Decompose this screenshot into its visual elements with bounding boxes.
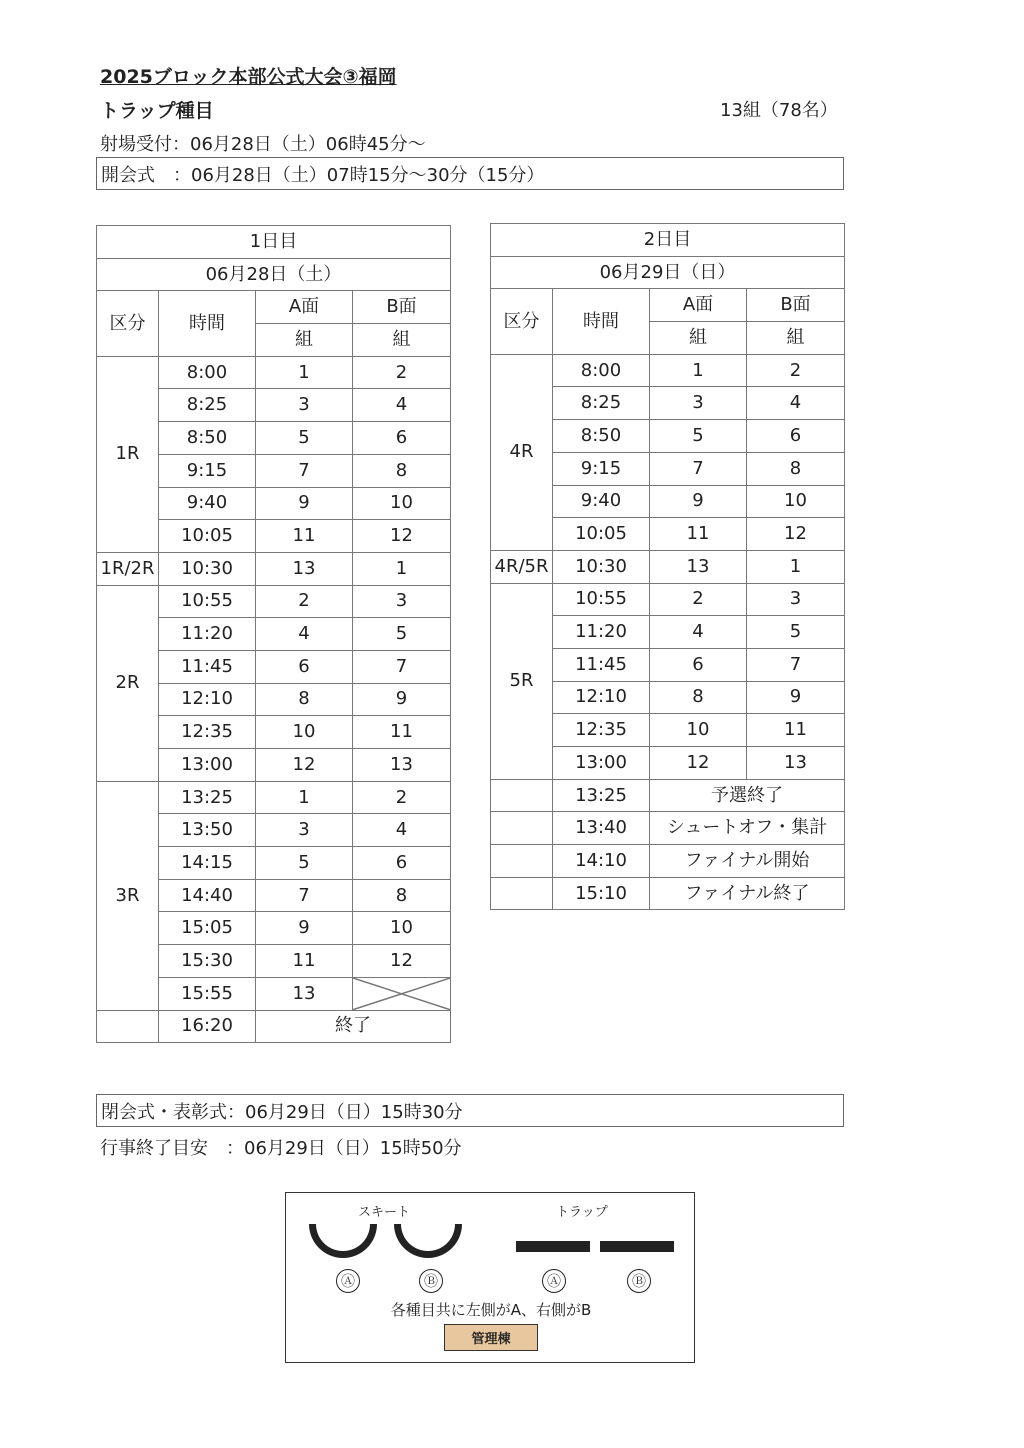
field-a-group-cell: 13 (256, 552, 353, 585)
time-cell: 8:25 (159, 389, 256, 422)
field-b-group-cell: 5 (747, 616, 845, 649)
time-cell: 10:05 (553, 518, 650, 551)
time-cell: 8:00 (553, 354, 650, 387)
field-a-group-cell: 9 (256, 912, 353, 945)
header-category: 区分 (491, 289, 553, 354)
field-b-group-cell: 6 (353, 422, 451, 455)
time-cell: 10:30 (553, 550, 650, 583)
empty-crossed-cell (353, 977, 451, 1010)
field-b-group-cell: 2 (353, 356, 451, 389)
trap-field-b-icon (600, 1241, 674, 1252)
header-field-b: B面 (353, 291, 451, 324)
field-a-group-cell: 13 (256, 977, 353, 1010)
category-cell (491, 812, 553, 845)
cross-mark-icon (353, 978, 450, 1010)
category-cell: 3R (97, 781, 159, 1010)
field-a-group-cell: 7 (650, 452, 747, 485)
time-cell: 8:25 (553, 387, 650, 420)
table-row (491, 354, 845, 387)
time-cell: 15:10 (553, 877, 650, 910)
header-group-b: 組 (747, 322, 845, 355)
time-cell: 15:05 (159, 912, 256, 945)
category-cell: 1R/2R (97, 552, 159, 585)
field-a-group-cell: 1 (256, 781, 353, 814)
skeet-field-b-icon (394, 1224, 462, 1258)
field-b-group-cell: 13 (353, 749, 451, 782)
field-b-group-cell: 8 (747, 452, 845, 485)
document-title: 2025ブロック本部公式大会③福岡 (100, 66, 397, 88)
header-field-a: A面 (650, 289, 747, 322)
event-note-cell: 終了 (256, 1010, 451, 1043)
field-b-group-cell: 10 (747, 485, 845, 518)
category-cell (491, 845, 553, 878)
field-a-group-cell: 9 (256, 487, 353, 520)
table-row (97, 1010, 451, 1043)
category-cell: 4R (491, 354, 553, 550)
time-cell: 12:10 (159, 683, 256, 716)
field-a-group-cell: 4 (650, 616, 747, 649)
field-b-group-cell: 11 (747, 714, 845, 747)
category-cell: 1R (97, 356, 159, 552)
field-a-group-cell: 3 (256, 814, 353, 847)
field-a-group-cell: 6 (650, 648, 747, 681)
table-row (97, 552, 451, 585)
category-cell (97, 1010, 159, 1043)
group-count: 13組（78名） (720, 100, 838, 121)
time-cell: 13:40 (553, 812, 650, 845)
table-row (491, 812, 845, 845)
skeet-a-mark: Ⓐ (336, 1269, 360, 1293)
reception-time: 射場受付：06月28日（土）06時45分～ (100, 134, 426, 155)
event-note-cell: ファイナル終了 (650, 877, 845, 910)
range-layout-legend (285, 1192, 695, 1363)
field-a-group-cell: 11 (650, 518, 747, 551)
opening-ceremony: 開会式 ：06月28日（土）07時15分～30分（15分） (96, 157, 844, 190)
trap-b-mark: Ⓑ (627, 1269, 651, 1293)
header-group-a: 組 (256, 324, 353, 357)
time-cell: 13:50 (159, 814, 256, 847)
time-cell: 14:40 (159, 879, 256, 912)
header-field-a: A面 (256, 291, 353, 324)
time-cell: 9:40 (159, 487, 256, 520)
skeet-label: スキート (358, 1205, 411, 1220)
time-cell: 10:55 (553, 583, 650, 616)
time-cell: 13:00 (159, 749, 256, 782)
header-field-b: B面 (747, 289, 845, 322)
table-row (491, 877, 845, 910)
field-a-group-cell: 2 (650, 583, 747, 616)
time-cell: 13:25 (553, 779, 650, 812)
time-cell: 12:35 (159, 716, 256, 749)
field-a-group-cell: 9 (650, 485, 747, 518)
field-a-group-cell: 11 (256, 520, 353, 553)
field-b-group-cell: 3 (353, 585, 451, 618)
field-b-group-cell: 1 (747, 550, 845, 583)
table-row (97, 781, 451, 814)
time-cell: 11:20 (553, 616, 650, 649)
time-cell: 11:45 (159, 650, 256, 683)
field-b-group-cell: 3 (747, 583, 845, 616)
field-b-group-cell: 12 (353, 520, 451, 553)
field-b-group-cell: 6 (353, 847, 451, 880)
table-row (491, 845, 845, 878)
field-a-group-cell: 5 (256, 847, 353, 880)
field-a-group-cell: 8 (256, 683, 353, 716)
table-row (491, 550, 845, 583)
field-b-group-cell: 2 (353, 781, 451, 814)
management-building: 管理棟 (444, 1324, 538, 1351)
day2-schedule-table (490, 223, 845, 910)
trap-label: トラップ (556, 1205, 608, 1220)
header-group-a: 組 (650, 322, 747, 355)
field-a-group-cell: 3 (650, 387, 747, 420)
time-cell: 8:00 (159, 356, 256, 389)
day-date: 06月29日（日） (491, 256, 845, 289)
trap-a-mark: Ⓐ (542, 1269, 566, 1293)
field-b-group-cell: 9 (747, 681, 845, 714)
field-a-group-cell: 5 (256, 422, 353, 455)
field-b-group-cell: 12 (747, 518, 845, 551)
time-cell: 8:50 (553, 420, 650, 453)
field-b-group-cell: 10 (353, 912, 451, 945)
time-cell: 12:10 (553, 681, 650, 714)
field-a-group-cell: 10 (256, 716, 353, 749)
time-cell: 12:35 (553, 714, 650, 747)
time-cell: 11:20 (159, 618, 256, 651)
legend-note: 各種目共に左側がA、右側がB (390, 1301, 592, 1319)
field-b-group-cell: 12 (353, 945, 451, 978)
field-a-group-cell: 1 (256, 356, 353, 389)
field-a-group-cell: 5 (650, 420, 747, 453)
skeet-field-a-icon (309, 1224, 377, 1258)
field-a-group-cell: 1 (650, 354, 747, 387)
time-cell: 13:00 (553, 747, 650, 780)
time-cell: 15:55 (159, 977, 256, 1010)
field-a-group-cell: 4 (256, 618, 353, 651)
field-b-group-cell: 5 (353, 618, 451, 651)
field-a-group-cell: 12 (650, 747, 747, 780)
trap-field-a-icon (516, 1241, 590, 1252)
field-a-group-cell: 11 (256, 945, 353, 978)
field-b-group-cell: 10 (353, 487, 451, 520)
event-note-cell: シュートオフ・集計 (650, 812, 845, 845)
header-time: 時間 (159, 291, 256, 356)
field-b-group-cell: 7 (747, 648, 845, 681)
event-note-cell: 予選終了 (650, 779, 845, 812)
time-cell: 10:05 (159, 520, 256, 553)
category-cell: 2R (97, 585, 159, 781)
field-a-group-cell: 12 (256, 749, 353, 782)
field-b-group-cell: 6 (747, 420, 845, 453)
field-a-group-cell: 7 (256, 454, 353, 487)
time-cell: 14:15 (159, 847, 256, 880)
time-cell: 10:55 (159, 585, 256, 618)
time-cell: 8:50 (159, 422, 256, 455)
closing-ceremony: 閉会式・表彰式：06月29日（日）15時30分 (96, 1094, 844, 1127)
field-a-group-cell: 6 (256, 650, 353, 683)
field-b-group-cell: 8 (353, 454, 451, 487)
event-end-estimate: 行事終了目安 ：06月29日（日）15時50分 (100, 1138, 462, 1159)
time-cell: 9:15 (159, 454, 256, 487)
day-title: 2日目 (491, 224, 845, 257)
time-cell: 16:20 (159, 1010, 256, 1043)
table-row (491, 583, 845, 616)
day1-schedule-table (96, 225, 451, 1043)
time-cell: 14:10 (553, 845, 650, 878)
field-a-group-cell: 10 (650, 714, 747, 747)
table-row (97, 356, 451, 389)
category-cell (491, 779, 553, 812)
time-cell: 11:45 (553, 648, 650, 681)
time-cell: 13:25 (159, 781, 256, 814)
field-a-group-cell: 8 (650, 681, 747, 714)
time-cell: 15:30 (159, 945, 256, 978)
event-note-cell: ファイナル開始 (650, 845, 845, 878)
category-cell: 4R/5R (491, 550, 553, 583)
time-cell: 9:15 (553, 452, 650, 485)
header-time: 時間 (553, 289, 650, 354)
time-cell: 10:30 (159, 552, 256, 585)
day-date: 06月28日（土） (97, 258, 451, 291)
field-b-group-cell: 1 (353, 552, 451, 585)
header-group-b: 組 (353, 324, 451, 357)
day-title: 1日目 (97, 226, 451, 259)
event-name: トラップ種目 (100, 100, 214, 122)
category-cell: 5R (491, 583, 553, 779)
table-row (491, 779, 845, 812)
field-a-group-cell: 2 (256, 585, 353, 618)
skeet-b-mark: Ⓑ (419, 1269, 443, 1293)
field-b-group-cell: 2 (747, 354, 845, 387)
field-b-group-cell: 8 (353, 879, 451, 912)
field-b-group-cell: 9 (353, 683, 451, 716)
field-a-group-cell: 3 (256, 389, 353, 422)
table-row (97, 585, 451, 618)
field-b-group-cell: 11 (353, 716, 451, 749)
field-b-group-cell: 4 (353, 814, 451, 847)
category-cell (491, 877, 553, 910)
header-category: 区分 (97, 291, 159, 356)
time-cell: 9:40 (553, 485, 650, 518)
field-b-group-cell: 4 (747, 387, 845, 420)
field-a-group-cell: 7 (256, 879, 353, 912)
field-a-group-cell: 13 (650, 550, 747, 583)
field-b-group-cell: 7 (353, 650, 451, 683)
field-b-group-cell: 13 (747, 747, 845, 780)
field-b-group-cell: 4 (353, 389, 451, 422)
